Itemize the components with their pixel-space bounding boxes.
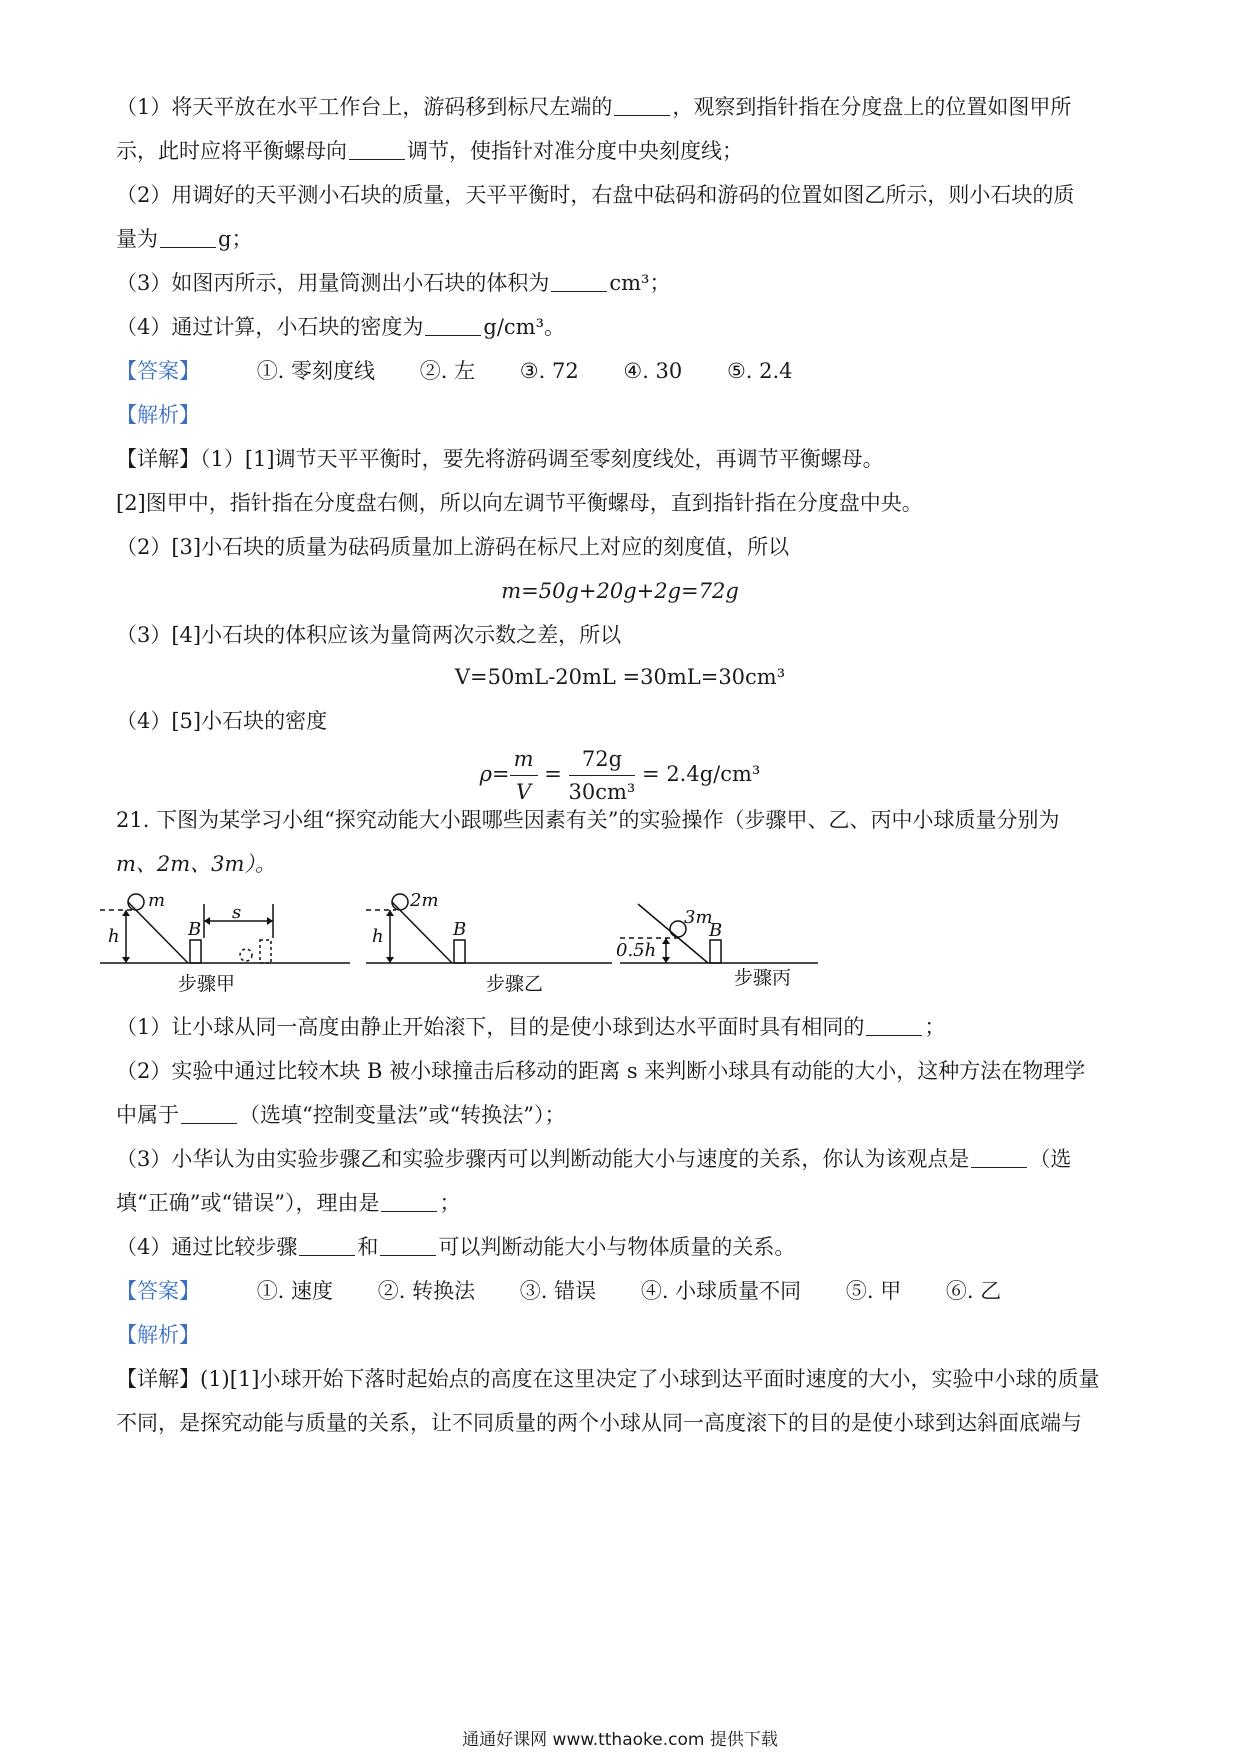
answer-item: ④. 小球质量不同 <box>640 1279 802 1303</box>
label-half-height: 0.5h <box>616 940 657 961</box>
answer-item: ②. 转换法 <box>377 1279 476 1303</box>
analysis-tag: 【解析】 <box>116 1323 200 1347</box>
q20-part1-line1: （1）将天平放在水平工作台上，游码移到标尺左端的 ，观察到指针指在分度盘上的位置如图甲所 <box>116 95 1072 119</box>
q21-answer-row <box>116 1276 1001 1306</box>
label-mass: m <box>148 890 166 911</box>
answer-blank <box>349 137 405 160</box>
answer-blank <box>551 269 607 292</box>
equation-density: ρ= $\frac{m}{V}$ = $\frac{72g}{\text{30cm³}}$ = 2.4g/cm³ <box>0 742 1240 808</box>
answer-blank <box>380 1233 436 1256</box>
q20-detail-3: （2）[3]小石块的质量为砝码质量加上游码在标尺上对应的刻度值，所以 <box>116 535 790 559</box>
label-distance: s <box>232 902 242 923</box>
q21-stem-line2: m、2m、3m）。 <box>116 852 276 876</box>
block-b <box>710 940 721 963</box>
answer-item: ①. 零刻度线 <box>256 359 376 383</box>
answer-blank <box>160 225 216 248</box>
answer-item: ③. 72 <box>519 359 579 383</box>
equation-mass: m=50g+20g+2g=72g <box>501 579 739 603</box>
q21-part4: （4）通过比较步骤 和 可以判断动能大小与物体质量的关系。 <box>116 1235 796 1259</box>
analysis-tag: 【解析】 <box>116 403 200 427</box>
label-step-3: 步骤丙 <box>734 967 792 989</box>
label-mass: 3m <box>684 907 713 928</box>
experiment-figure <box>100 880 930 1000</box>
label-block: B <box>709 920 723 941</box>
fraction-m-over-v: $\frac{m}{V}$ <box>510 743 538 808</box>
q20-answer-row <box>116 356 793 386</box>
q21-part2-line2: 中属于 （选填“控制变量法”或“转换法”）； <box>116 1103 566 1127</box>
answer-blank <box>614 93 670 116</box>
page-footer: 通通好课网 www.tthaoke.com 提供下载 <box>462 1730 778 1750</box>
q21-part3-line2: 填“正确”或“错误”），理由是 ； <box>116 1191 461 1215</box>
q21-detail-2: 不同，是探究动能与质量的关系，让不同质量的两个小球从同一高度滚下的目的是使小球到达斜面底端与 <box>116 1411 1082 1435</box>
answer-item: ⑤. 2.4 <box>726 359 793 383</box>
answer-item: ①. 速度 <box>256 1279 334 1303</box>
q20-part2-line1: （2）用调好的天平测小石块的质量，天平平衡时，右盘中砝码和游码的位置如图乙所示，则小石块的质 <box>116 183 1075 207</box>
answer-item: ③. 错误 <box>519 1279 597 1303</box>
q20-part4: （4）通过计算，小石块的密度为 g/cm³。 <box>116 315 565 339</box>
q21-stem-line1: 21. 下图为某学习小组“探究动能大小跟哪些因素有关”的实验操作（步骤甲、乙、丙中小球质量分别为 <box>116 808 1060 832</box>
q20-detail-5: （4）[5]小石块的密度 <box>116 709 328 733</box>
answer-blank <box>181 1101 237 1124</box>
q20-detail-1: 【详解】（1）[1]调节天平平衡时，要先将游码调至零刻度线处，再调节平衡螺母。 <box>116 447 884 471</box>
q20-part1-line2: 示，此时应将平衡螺母向 调节，使指针对准分度中央刻度线； <box>116 139 743 163</box>
q21-part3-line1: （3）小华认为由实验步骤乙和实验步骤丙可以判断动能大小与速度的关系，你认为该观点是 （选 <box>116 1147 1072 1171</box>
label-height: h <box>108 926 120 947</box>
answer-item: ④. 30 <box>623 359 683 383</box>
block-b <box>454 940 465 963</box>
block-b <box>190 940 201 963</box>
label-block: B <box>188 919 202 940</box>
label-height: h <box>372 926 384 947</box>
q20-part2-line2: 量为 g； <box>116 227 253 251</box>
ball-m <box>128 894 144 910</box>
answer-blank <box>866 1013 922 1036</box>
label-block: B <box>453 919 467 940</box>
answer-item: ②. 左 <box>419 359 476 383</box>
label-step-1: 步骤甲 <box>178 973 236 995</box>
fraction-value: $\frac{72g}{\text{30cm³}}$ <box>569 743 636 808</box>
ball-2m <box>392 894 408 910</box>
answer-tag: 【答案】 <box>116 1279 200 1303</box>
answer-blank <box>381 1189 437 1212</box>
q20-detail-2: [2]图甲中，指针指在分度盘右侧，所以向左调节平衡螺母，直到指针指在分度盘中央。 <box>116 491 923 515</box>
answer-item: ⑥. 乙 <box>945 1279 1002 1303</box>
q20-part3: （3）如图丙所示，用量筒测出小石块的体积为 cm³； <box>116 271 671 295</box>
answer-tag: 【答案】 <box>116 359 200 383</box>
label-step-2: 步骤乙 <box>486 973 544 995</box>
answer-item: ⑤. 甲 <box>845 1279 902 1303</box>
answer-blank <box>425 313 481 336</box>
answer-blank <box>299 1233 355 1256</box>
q20-detail-4: （3）[4]小石块的体积应该为量筒两次示数之差，所以 <box>116 623 622 647</box>
answer-blank <box>971 1145 1027 1168</box>
label-mass: 2m <box>410 890 439 911</box>
q21-detail-1: 【详解】(1)[1]小球开始下落时起始点的高度在这里决定了小球到达平面时速度的大小，实验中小球的质量 <box>116 1367 1100 1391</box>
equation-volume: V=50mL-20mL =30mL=30cm³ <box>454 665 786 689</box>
q21-part2-line1: （2）实验中通过比较木块 B 被小球撞击后移动的距离 s 来判断小球具有动能的大小，这种方法在物理学 <box>116 1059 1086 1083</box>
q21-part1: （1）让小球从同一高度由静止开始滚下，目的是使小球到达水平面时具有相同的 ； <box>116 1015 946 1039</box>
